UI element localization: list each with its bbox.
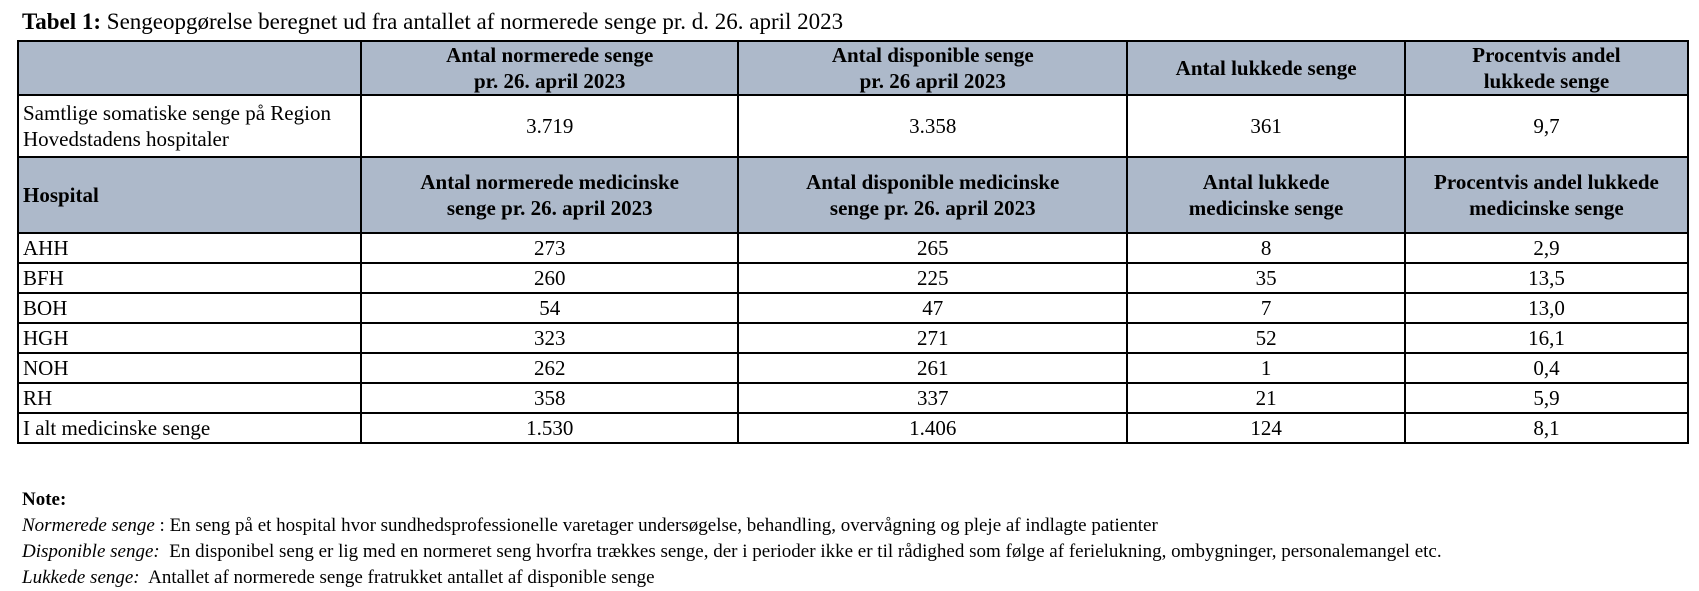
header-line: medicinske senge	[1469, 196, 1624, 220]
header-line: senge pr. 26. april 2023	[829, 196, 1036, 220]
normerede-value: 54	[361, 293, 738, 323]
hospital-name: RH	[18, 383, 361, 413]
header-cell-procent-medicinske	[1405, 157, 1688, 233]
note-sep	[160, 541, 170, 562]
normerede-value: 358	[361, 383, 738, 413]
lukkede-value: 7	[1127, 293, 1405, 323]
header-cell-disponible-senge	[738, 41, 1127, 95]
summary-procent: 9,7	[1405, 95, 1688, 157]
procent-value: 13,0	[1405, 293, 1688, 323]
disponible-value: 47	[738, 293, 1127, 323]
disponible-value: 265	[738, 233, 1127, 263]
hospital-name: NOH	[18, 353, 361, 383]
header-cell-lukkede-senge: Antal lukkede senge	[1127, 41, 1405, 95]
procent-value: 8,1	[1405, 413, 1688, 443]
procent-value: 2,9	[1405, 233, 1688, 263]
table-row	[18, 323, 1688, 353]
hospital-name: HGH	[18, 323, 361, 353]
header-cell-disponible-medicinske	[738, 157, 1127, 233]
note-item	[22, 565, 1442, 591]
header-line: lukkede senge	[1483, 69, 1610, 93]
summary-label	[18, 95, 361, 157]
disponible-value: 337	[738, 383, 1127, 413]
header-cell-procent-lukkede	[1405, 41, 1688, 95]
note-sep	[140, 567, 148, 588]
disponible-value: 271	[738, 323, 1127, 353]
summary-label-line: Samtlige somatiske senge på Region	[23, 101, 331, 125]
header-line: Procentvis andel lukkede	[1434, 170, 1659, 194]
note-text: En disponibel seng er lig med en normeret seng hvorfra trækkes senge, der i perioder ikke er til rådighed som følge af ferielukning, ombygninger, personalemangel etc.	[169, 541, 1442, 562]
lukkede-value: 35	[1127, 263, 1405, 293]
procent-value: 13,5	[1405, 263, 1688, 293]
disponible-value: 1.406	[738, 413, 1127, 443]
lukkede-value: 1	[1127, 353, 1405, 383]
notes-heading: Note:	[22, 489, 67, 510]
hospital-name: BFH	[18, 263, 361, 293]
header-line: Antal disponible senge	[831, 43, 1034, 67]
header-line: senge pr. 26. april 2023	[446, 196, 653, 220]
summary-disponible: 3.358	[738, 95, 1127, 157]
procent-value: 5,9	[1405, 383, 1688, 413]
procent-value: 0,4	[1405, 353, 1688, 383]
note-term: Disponible senge:	[22, 541, 160, 562]
hospital-name: AHH	[18, 233, 361, 263]
header-cell-normerede-medicinske	[361, 157, 738, 233]
note-text: Antallet af normerede senge fratrukket antallet af disponible senge	[148, 567, 655, 588]
table-title-text: Sengeopgørelse beregnet ud fra antallet af normerede senge pr. d. 26. april 2023	[106, 9, 844, 34]
lukkede-value: 21	[1127, 383, 1405, 413]
header-line: Antal normerede medicinske	[420, 170, 679, 194]
header-line: Procentvis andel	[1472, 43, 1621, 67]
bed-count-table	[17, 40, 1689, 444]
header-cell-hospital: Hospital	[18, 157, 361, 233]
notes-section	[22, 487, 1442, 591]
note-sep: :	[154, 515, 170, 536]
normerede-value: 273	[361, 233, 738, 263]
header-row-totals	[18, 41, 1688, 95]
note-text: En seng på et hospital hvor sundhedsprofessionelle varetager undersøgelse, behandling, overvågning og pleje af indlagte patienter	[169, 515, 1158, 536]
table-row	[18, 233, 1688, 263]
normerede-value: 262	[361, 353, 738, 383]
lukkede-value: 52	[1127, 323, 1405, 353]
hospital-name: I alt medicinske senge	[18, 413, 361, 443]
header-line: Antal normerede senge	[446, 43, 654, 67]
lukkede-value: 8	[1127, 233, 1405, 263]
header-row-medicinske	[18, 157, 1688, 233]
header-cell-empty	[18, 41, 361, 95]
note-item	[22, 539, 1442, 565]
header-line: Antal disponible medicinske	[806, 170, 1060, 194]
note-item	[22, 513, 1442, 539]
header-cell-lukkede-medicinske	[1127, 157, 1405, 233]
header-cell-normerede-senge	[361, 41, 738, 95]
table-row	[18, 293, 1688, 323]
table-row	[18, 263, 1688, 293]
disponible-value: 225	[738, 263, 1127, 293]
header-line: medicinske senge	[1188, 196, 1344, 220]
summary-normerede: 3.719	[361, 95, 738, 157]
summary-lukkede: 361	[1127, 95, 1405, 157]
table-row	[18, 353, 1688, 383]
table-row-total	[18, 413, 1688, 443]
header-line: Antal lukkede	[1202, 170, 1330, 194]
summary-row-somatiske-senge	[18, 95, 1688, 157]
summary-label-line: Hovedstadens hospitaler	[23, 127, 229, 151]
normerede-value: 323	[361, 323, 738, 353]
table-row	[18, 383, 1688, 413]
header-line: pr. 26 april 2023	[859, 69, 1006, 93]
note-term: Normerede senge	[22, 515, 155, 536]
note-term: Lukkede senge:	[22, 567, 140, 588]
hospital-name: BOH	[18, 293, 361, 323]
header-line: pr. 26. april 2023	[473, 69, 626, 93]
normerede-value: 1.530	[361, 413, 738, 443]
procent-value: 16,1	[1405, 323, 1688, 353]
table-title	[22, 8, 843, 36]
disponible-value: 261	[738, 353, 1127, 383]
lukkede-value: 124	[1127, 413, 1405, 443]
table-title-label: Tabel 1:	[22, 9, 102, 34]
normerede-value: 260	[361, 263, 738, 293]
